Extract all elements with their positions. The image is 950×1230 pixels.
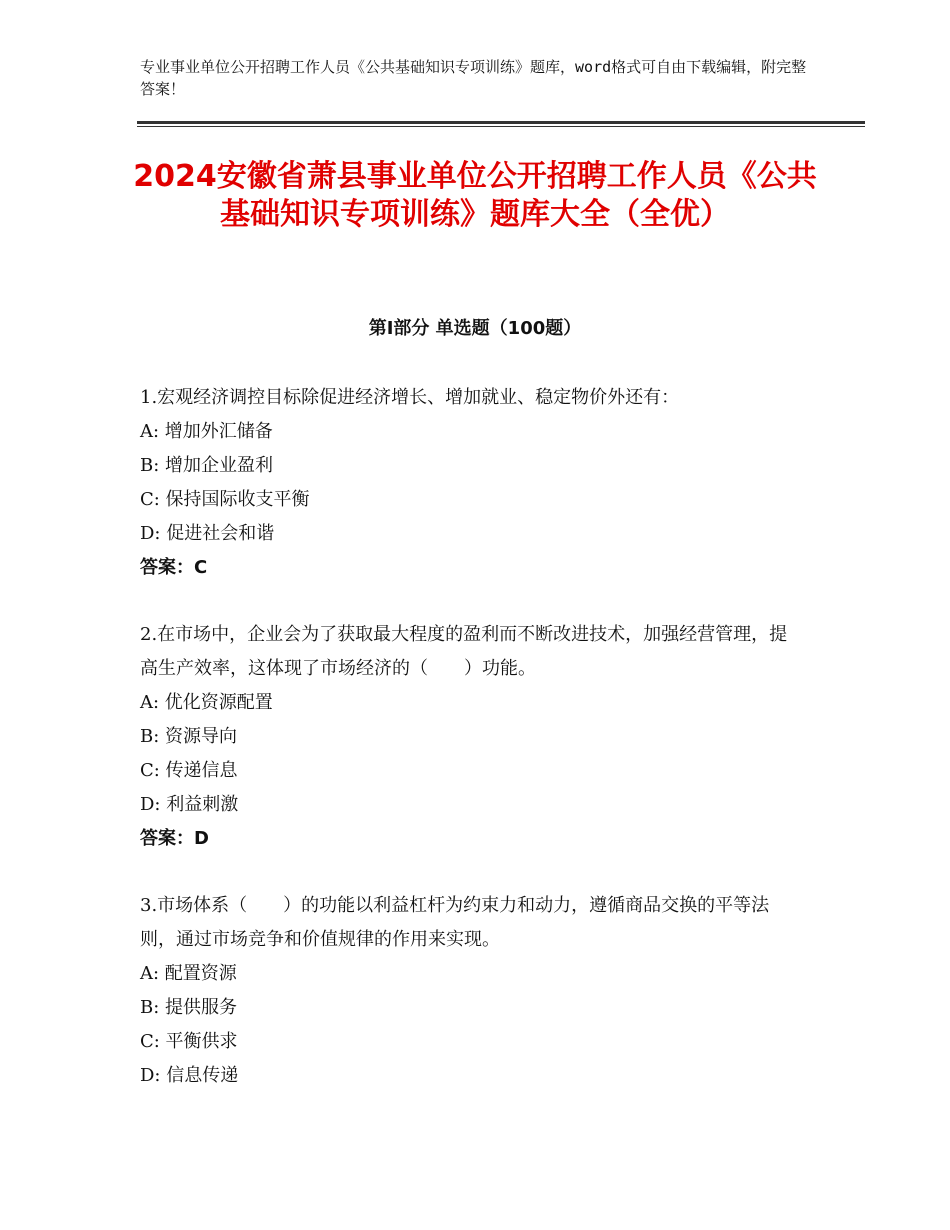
- answer-line: 答案：C: [140, 557, 208, 578]
- question-item: [140, 381, 800, 585]
- question-item: [140, 618, 800, 856]
- option-b: B: 提供服务: [140, 997, 238, 1018]
- option-b: B: 增加企业盈利: [140, 455, 274, 476]
- option-a: A: 优化资源配置: [140, 692, 273, 713]
- answer-line: 答案：D: [140, 828, 209, 849]
- question-stem: 3.市场体系（ ）的功能以利益杠杆为约束力和动力，遵循商品交换的平等法则，通过市场竞争和价值规律的作用来实现。: [140, 895, 770, 950]
- header-rule-thin: [137, 126, 865, 127]
- option-a: A: 配置资源: [140, 963, 237, 984]
- option-a: A: 增加外汇储备: [140, 421, 273, 442]
- question-list: [140, 381, 800, 1126]
- option-d: D: 促进社会和谐: [140, 523, 275, 544]
- option-c: C: 传递信息: [140, 760, 238, 781]
- option-b: B: 资源导向: [140, 726, 238, 747]
- header-note: 专业事业单位公开招聘工作人员《公共基础知识专项训练》题库，word格式可自由下载编辑，附完整答案！: [140, 58, 807, 98]
- question-stem: 2.在市场中，企业会为了获取最大程度的盈利而不断改进技术，加强经营管理，提高生产效率，这体现了市场经济的（ ）功能。: [140, 624, 788, 679]
- section-heading: 第Ⅰ部分 单选题（100题）: [368, 318, 582, 339]
- option-c: C: 平衡供求: [140, 1031, 238, 1052]
- option-d: D: 利益刺激: [140, 794, 239, 815]
- option-d: D: 信息传递: [140, 1065, 239, 1086]
- header-rule-thick: [137, 121, 865, 124]
- question-item: [140, 889, 800, 1093]
- option-c: C: 保持国际收支平衡: [140, 489, 310, 510]
- question-stem: 1.宏观经济调控目标除促进经济增长、增加就业、稳定物价外还有：: [140, 387, 680, 408]
- document-title: 2024安徽省萧县事业单位公开招聘工作人员《公共基础知识专项训练》题库大全（全优）: [133, 159, 817, 232]
